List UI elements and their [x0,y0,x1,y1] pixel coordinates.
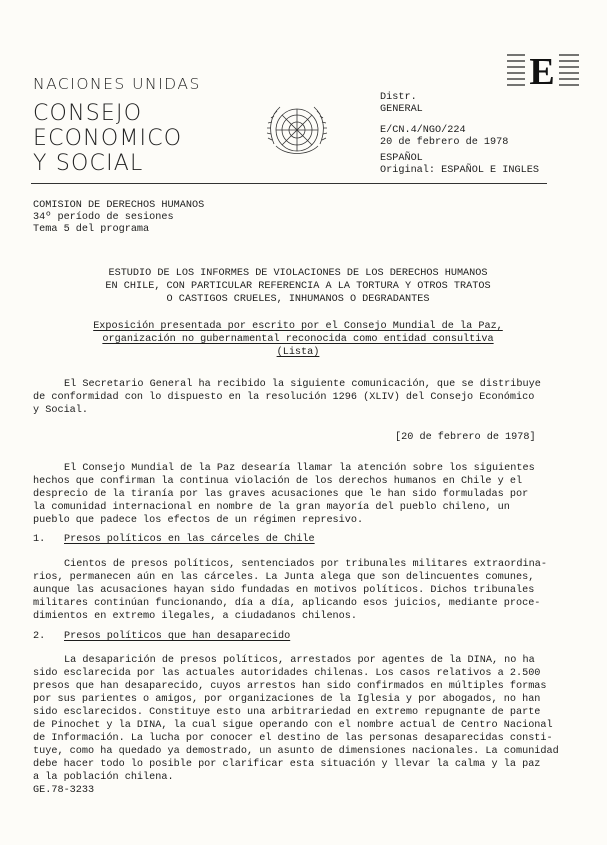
header-rule [31,183,547,184]
section-2-line: sido esclarecida por las actuales autoridades chilenas. Los casos relativos a 2.500 [33,668,541,679]
intro-line-1: El Secretario General ha recibido la siguiente comunicación, que se distribuye [64,379,541,390]
original-language: Original: ESPAÑOL E INGLES [380,165,539,176]
section-2-line: La desaparición de presos políticos, arrestados por agentes de la DINA, no ha [64,655,535,666]
section-1-number: 1. [33,534,46,545]
section-2-line: debe hacer todo lo posible por clarificar esta situación y llevar la calma y la paz [33,759,541,770]
title-line-1: ESTUDIO DE LOS INFORMES DE VIOLACIONES DE LOS DERECHOS HUMANOS [108,268,488,279]
exposition-statement [40,320,556,359]
section-1-heading: Presos políticos en las cárceles de Chile [64,534,315,545]
agenda-item: Tema 5 del programa [33,224,150,235]
document-symbol: E/CN.4/NGO/224 [380,125,466,136]
council-line-1: CONSEJO [33,101,143,126]
communication-date: [20 de febrero de 1978] [395,432,536,443]
un-emblem-icon [262,100,332,166]
exposition-line-2: organización no gubernamental reconocida como entidad consultiva [102,334,494,345]
body-line: la comunidad internacional en nombre de la gran mayoría del pueblo chileno, un [33,502,510,513]
intro-paragraph [33,378,541,417]
intro-line-3: y Social. [33,405,89,416]
title-line-3: O CASTIGOS CRUELES, INHUMANOS O DEGRADANTES [166,294,430,305]
document-job-number: GE.78-3233 [33,785,95,796]
body-paragraph-1 [33,462,535,527]
council-line-3: Y SOCIAL [33,151,144,176]
section-2-line: tuye, como ha quedado ya demostrado, un asunto de dimensiones nacionales. La comunidad [33,746,559,757]
svg-text:E: E [529,51,555,91]
org-name: NACIONES UNIDAS [33,75,201,93]
session-number: 34º período de sesiones [33,212,174,223]
section-2-line: a la población chilena. [33,772,174,783]
section-1-line: aunque las acusaciones hayan sido fundadas en motivos políticos. Dichos tribunales [33,585,535,596]
section-2-line: de Pinochet y la DINA, la cual sigue operando con el nombre actual de Centro Nacional [33,720,553,731]
body-line: pueblo que padece los efectos de un régimen represivo. [33,515,364,526]
language-mark-icon [507,51,579,91]
document-language: ESPAÑOL [380,153,423,164]
intro-line-2: de conformidad con lo dispuesto en la resolución 1296 (XLIV) del Consejo Económico [33,392,535,403]
council-name [33,101,182,176]
section-2-line: sido esclarecidos. Constituye esto una arbitrariedad en extremo repugnante de parte [33,707,541,718]
section-2-heading: Presos políticos que han desaparecido [64,631,291,642]
section-1-body [33,558,547,623]
section-1-line: Cientos de presos políticos, sentenciados por tribunales militares extraordina- [64,559,547,570]
body-line: desprecio de la tiranía por las graves acusaciones que le han sido formuladas por [33,489,529,500]
title-line-2: EN CHILE, CON PARTICULAR REFERENCIA A LA TORTURA Y OTROS TRATOS [105,281,491,292]
section-2-line: por sus parientes o amigos, por organizaciones de la Iglesia y por abogados, no han [33,694,541,705]
body-line: El Consejo Mundial de la Paz desearía llamar la atención sobre los siguientes [64,463,535,474]
section-2-number: 2. [33,631,46,642]
document-title [40,267,556,306]
section-2-line: de Información. La lucha por conocer el destino de las personas desaparecidas consti- [33,733,553,744]
section-2-line: presos que han desaparecido, cuyos arrestos han sido confirmados en múltiples formas [33,681,547,692]
distribution-value: GENERAL [380,104,423,115]
exposition-line-3: (Lista) [276,347,320,358]
document-date: 20 de febrero de 1978 [380,137,509,148]
distribution-label: Distr. [380,92,417,103]
section-2-body [33,654,559,784]
exposition-line-1: Exposición presentada por escrito por el Consejo Mundial de la Paz, [93,321,503,332]
section-1-line: rios, permanecen aún en las cárceles. La Junta alega que son delincuentes comunes, [33,572,535,583]
section-1-line: dimientos en extremo ilegales, a ciudadanos chilenos. [33,611,358,622]
section-1-line: militares continúan funcionando, día a día, aplicando esos juicios, mediante proce- [33,598,541,609]
commission-name: COMISION DE DERECHOS HUMANOS [33,200,205,211]
body-line: hechos que confirman la continua violación de los derechos humanos en Chile y el [33,476,523,487]
council-line-2: ECONOMICO [33,126,183,151]
